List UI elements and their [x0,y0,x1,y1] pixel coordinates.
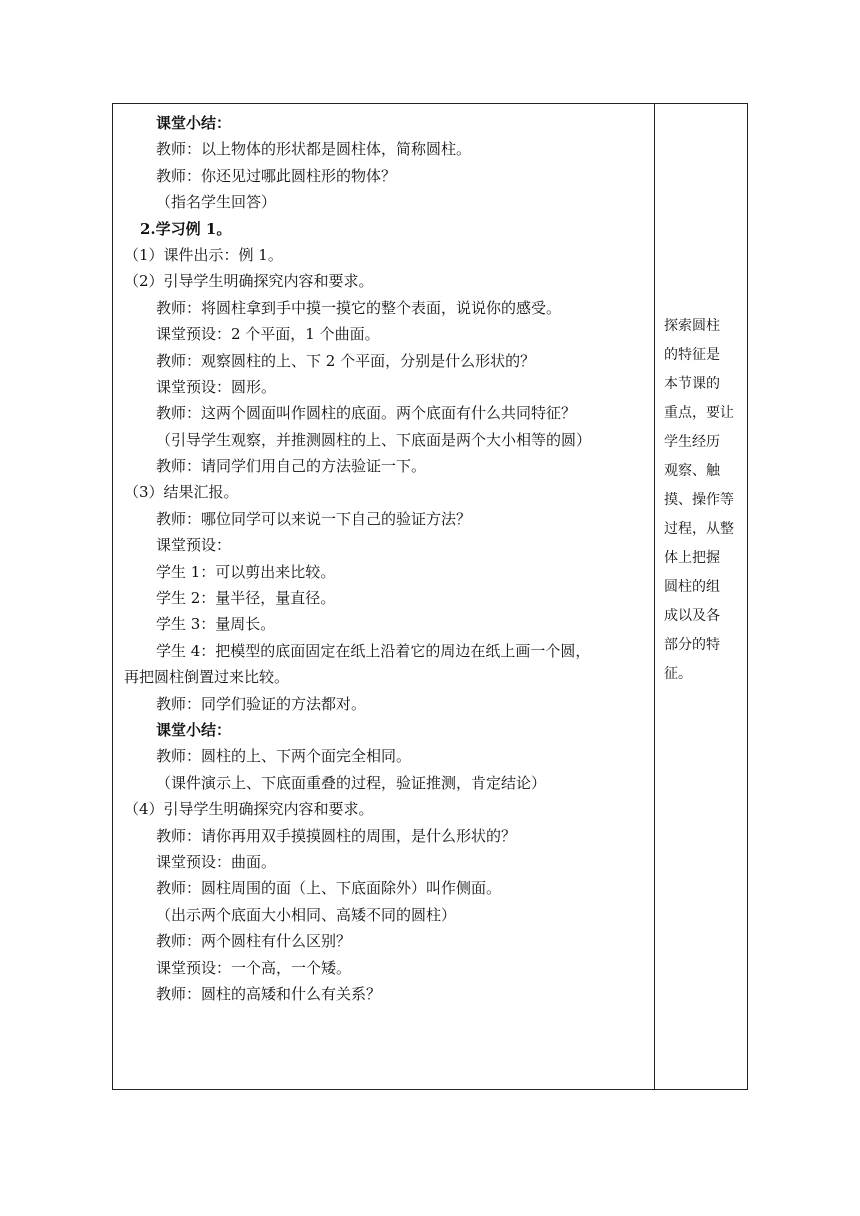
lesson-line: 教师：以上物体的形状都是圆柱体，简称圆柱。 [156,140,472,159]
lesson-line: 2.学习例 1。 [140,219,232,238]
lesson-line: 教师：请你再用双手摸摸圆柱的周围，是什么形状的？ [156,826,517,845]
lesson-line: 教师：将圆柱拿到手中摸一摸它的整个表面，说说你的感受。 [156,298,562,317]
lesson-line: 课堂预设：曲面。 [156,852,277,871]
note-line: 学生经历 [664,434,720,450]
lesson-line: 课堂小结： [156,114,232,132]
lesson-line: 教师：观察圆柱的上、下 2 个平面，分别是什么形状的？ [156,351,536,370]
lesson-line: 教师：请同学们用自己的方法验证一下。 [156,457,427,476]
lesson-line: 学生 2：量半径，量直径。 [156,589,336,608]
note-line: 探索圆柱 [664,318,720,334]
note-line: 观察、触 [664,463,720,479]
note-line: 征。 [664,666,692,682]
lesson-line: 学生 4：把模型的底面固定在纸上沿着它的周边在纸上画一个圆， [156,641,591,660]
lesson-line: 课堂预设：2 个平面，1 个曲面。 [156,325,380,344]
lesson-line: 教师：哪位同学可以来说一下自己的验证方法？ [156,509,472,528]
note-line: 过程，从整 [664,521,734,537]
lesson-line: 教师：圆柱周围的面（上、下底面除外）叫作侧面。 [156,879,502,898]
note-line: 重点，要让 [664,405,734,421]
note-line: 本节课的 [664,376,720,392]
lesson-line: （1）课件出示：例 1。 [124,245,283,264]
lesson-line: 课堂预设：一个高，一个矮。 [156,958,352,977]
lesson-line: 教师：两个圆柱有什么区别？ [156,932,352,951]
lesson-content-column [124,110,650,1007]
lesson-line: 教师：这两个圆面叫作圆柱的底面。两个底面有什么共同特征？ [156,404,577,423]
lesson-line: （出示两个底面大小相同、高矮不同的圆柱） [156,905,457,924]
note-line: 体上把握 [664,550,720,566]
lesson-line: 学生 3：量周长。 [156,615,276,634]
lesson-line: （2）引导学生明确探究内容和要求。 [124,272,374,291]
lesson-line: （3）结果汇报。 [124,483,239,502]
lesson-line: （4）引导学生明确探究内容和要求。 [124,800,374,819]
lesson-line: 教师：你还见过哪此圆柱形的物体？ [156,166,397,185]
note-line: 的特征是 [664,347,720,363]
lesson-line: （课件演示上、下底面重叠的过程，验证推测，肯定结论） [156,773,547,792]
lesson-line: （引导学生观察，并推测圆柱的上、下底面是两个大小相等的圆） [156,430,592,449]
column-divider [654,103,655,1090]
note-line: 成以及各 [664,608,720,624]
lesson-line: 教师：同学们验证的方法都对。 [156,694,367,713]
lesson-line: 再把圆柱倒置过来比较。 [124,668,290,687]
lesson-line: 学生 1：可以剪出来比较。 [156,562,336,581]
lesson-line: 教师：圆柱的上、下两个面完全相同。 [156,747,412,766]
note-line: 部分的特 [664,637,720,653]
notes-column [664,312,744,689]
lesson-line: 课堂预设： [156,536,232,555]
note-line: 圆柱的组 [664,579,720,595]
lesson-line: 课堂小结： [156,720,232,739]
lesson-line: 课堂预设：圆形。 [156,377,277,396]
note-line: 摸、操作等 [664,492,734,508]
lesson-line: （指名学生回答） [156,193,277,212]
lesson-line: 教师：圆柱的高矮和什么有关系？ [156,984,382,1003]
